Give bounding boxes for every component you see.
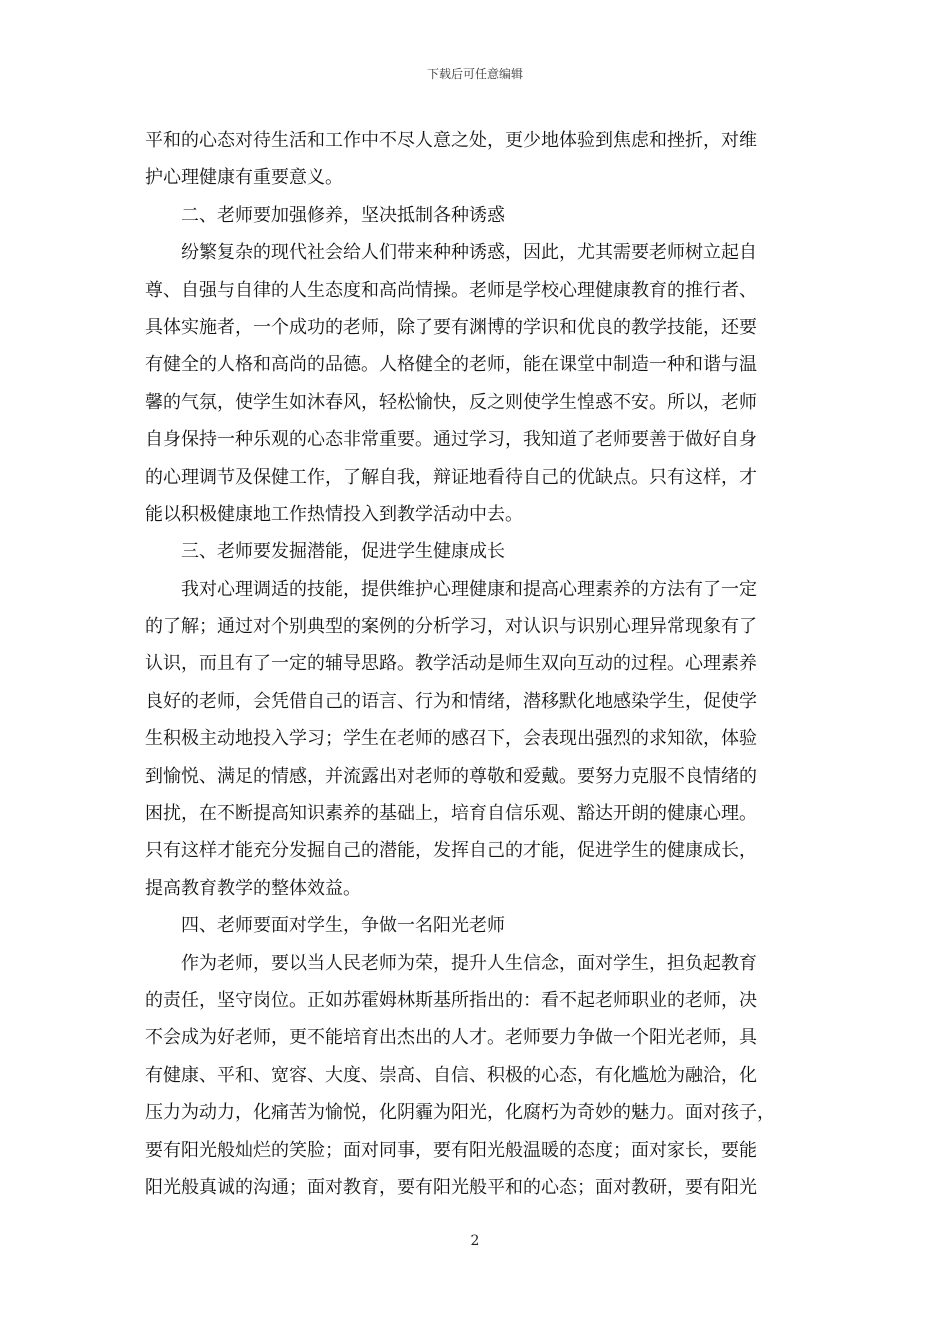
- text-line: 困扰，在不断提高知识素养的基础上，培育自信乐观、豁达开朗的健康心理。: [145, 803, 757, 825]
- text-line: 的心理调节及保健工作，了解自我，辩证地看待自己的优缺点。只有这样，才: [145, 466, 757, 488]
- section-heading: 二、老师要加强修养，坚决抵制各种诱惑: [181, 204, 505, 226]
- text-line: 阳光般真诚的沟通；面对教育，要有阳光般平和的心态；面对教研，要有阳光: [145, 1176, 757, 1198]
- text-line: 不会成为好老师，更不能培育出杰出的人才。老师要力争做一个阳光老师，具: [145, 1027, 757, 1049]
- text-line: 馨的气氛，使学生如沐春风，轻松愉快，反之则使学生惶惑不安。所以，老师: [145, 391, 757, 413]
- text-line: 能以积极健康地工作热情投入到教学活动中去。: [145, 503, 523, 525]
- text-line: 护心理健康有重要意义。: [145, 167, 343, 189]
- text-line: 良好的老师，会凭借自己的语言、行为和情绪，潜移默化地感染学生，促使学: [145, 690, 757, 712]
- text-line: 提高教育教学的整体效益。: [145, 877, 361, 899]
- text-line: 我对心理调适的技能，提供维护心理健康和提高心理素养的方法有了一定: [181, 578, 757, 600]
- text-line: 要有阳光般灿烂的笑脸；面对同事，要有阳光般温暖的态度；面对家长，要能: [145, 1139, 757, 1161]
- section-heading: 四、老师要面对学生，争做一名阳光老师: [181, 915, 505, 937]
- text-line: 有健全的人格和高尚的品德。人格健全的老师，能在课堂中制造一种和谐与温: [145, 354, 757, 376]
- page-header: [0, 66, 950, 82]
- text-line: 尊、自强与自律的人生态度和高尚情操。老师是学校心理健康教育的推行者、: [145, 279, 757, 301]
- text-line: 生积极主动地投入学习；学生在老师的感召下，会表现出强烈的求知欲，体验: [145, 728, 757, 750]
- text-line: 压力为动力，化痛苦为愉悦，化阴霾为阳光，化腐朽为奇妙的魅力。面对孩子，: [145, 1102, 775, 1124]
- text-line: 的了解；通过对个别典型的案例的分析学习，对认识与识别心理异常现象有了: [145, 616, 757, 638]
- text-line: 只有这样才能充分发掘自己的潜能，发挥自己的才能，促进学生的健康成长，: [145, 840, 757, 862]
- header-text: 下载后可任意编辑: [426, 67, 523, 81]
- section-heading: 三、老师要发掘潜能，促进学生健康成长: [181, 541, 505, 563]
- text-line: 自身保持一种乐观的心态非常重要。通过学习，我知道了老师要善于做好自身: [145, 429, 757, 451]
- text-line: 的责任，坚守岗位。正如苏霍姆林斯基所指出的：看不起老师职业的老师，决: [145, 989, 757, 1011]
- text-line: 到愉悦、满足的情感，并流露出对老师的尊敬和爱戴。要努力克服不良情绪的: [145, 765, 757, 787]
- document-body: [145, 122, 807, 1206]
- text-line: 作为老师，要以当人民老师为荣，提升人生信念，面对学生，担负起教育: [181, 952, 757, 974]
- text-line: 有健康、平和、宽容、大度、崇高、自信、积极的心态，有化尴尬为融洽，化: [145, 1064, 757, 1086]
- text-line: 平和的心态对待生活和工作中不尽人意之处，更少地体验到焦虑和挫折，对维: [145, 130, 757, 151]
- text-line: 认识，而且有了一定的辅导思路。教学活动是师生双向互动的过程。心理素养: [145, 653, 757, 675]
- page-number: 2: [470, 1233, 480, 1249]
- page-footer: [0, 1232, 950, 1250]
- text-line: 具体实施者，一个成功的老师，除了要有渊博的学识和优良的教学技能，还要: [145, 316, 757, 338]
- text-line: 纷繁复杂的现代社会给人们带来种种诱惑，因此，尤其需要老师树立起自: [181, 242, 757, 264]
